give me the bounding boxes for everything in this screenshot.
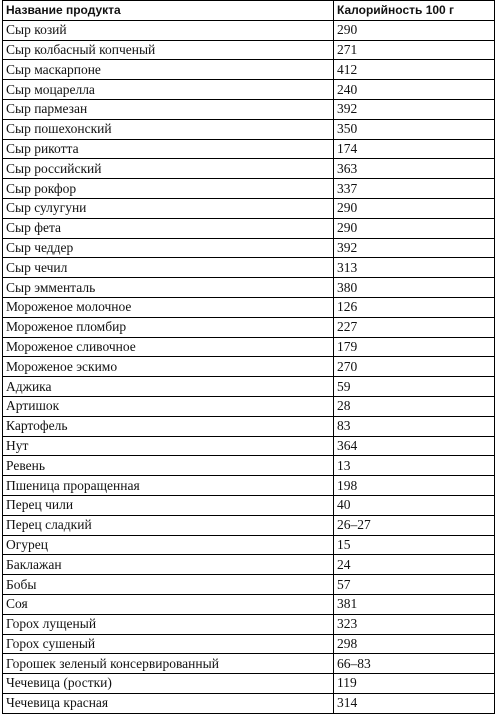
table-row: [3, 40, 495, 60]
calories-cell: 350: [334, 119, 495, 139]
table-row: [3, 278, 495, 298]
calories-cell: 381: [334, 594, 495, 614]
column-header-product-name: Название продукта: [3, 1, 334, 21]
calories-cell: 174: [334, 139, 495, 159]
table-row: [3, 179, 495, 199]
calories-cell: 298: [334, 634, 495, 654]
table-row: [3, 20, 495, 40]
table-row: [3, 159, 495, 179]
product-name-cell: Аджика: [3, 377, 334, 397]
table-row: [3, 436, 495, 456]
table-row: [3, 80, 495, 100]
calories-cell: 290: [334, 218, 495, 238]
table-row: [3, 317, 495, 337]
calories-cell: 270: [334, 357, 495, 377]
calories-cell: 290: [334, 20, 495, 40]
table-row: [3, 119, 495, 139]
table-row: [3, 238, 495, 258]
calories-cell: 179: [334, 337, 495, 357]
product-name-cell: Бобы: [3, 575, 334, 595]
table-header-row: [3, 1, 495, 21]
calories-cell: 227: [334, 317, 495, 337]
calories-cell: 313: [334, 258, 495, 278]
product-name-cell: Сыр российский: [3, 159, 334, 179]
table-body: [3, 20, 495, 713]
calories-cell: 24: [334, 555, 495, 575]
table-row: [3, 555, 495, 575]
table-row: [3, 594, 495, 614]
table-row: [3, 614, 495, 634]
product-name-cell: Мороженое эскимо: [3, 357, 334, 377]
product-name-cell: Сыр моцарелла: [3, 80, 334, 100]
product-name-cell: Пшеница проращенная: [3, 476, 334, 496]
table-row: [3, 476, 495, 496]
product-name-cell: Сыр чеддер: [3, 238, 334, 258]
calories-cell: 198: [334, 476, 495, 496]
calories-cell: 57: [334, 575, 495, 595]
product-name-cell: Артишок: [3, 396, 334, 416]
table-row: [3, 674, 495, 694]
calories-cell: 364: [334, 436, 495, 456]
product-name-cell: Перец чили: [3, 495, 334, 515]
calories-cell: 83: [334, 416, 495, 436]
calories-cell: 59: [334, 377, 495, 397]
product-name-cell: Нут: [3, 436, 334, 456]
product-name-cell: Баклажан: [3, 555, 334, 575]
table-row: [3, 456, 495, 476]
product-name-cell: Сыр сулугуни: [3, 198, 334, 218]
product-name-cell: Сыр пошехонский: [3, 119, 334, 139]
table-row: [3, 297, 495, 317]
product-name-cell: Сыр маскарпоне: [3, 60, 334, 80]
calories-cell: 323: [334, 614, 495, 634]
calories-cell: 392: [334, 99, 495, 119]
product-name-cell: Горох лущеный: [3, 614, 334, 634]
table-row: [3, 258, 495, 278]
product-name-cell: Ревень: [3, 456, 334, 476]
table-row: [3, 198, 495, 218]
calories-cell: 363: [334, 159, 495, 179]
table-row: [3, 60, 495, 80]
product-name-cell: Мороженое пломбир: [3, 317, 334, 337]
table-row: [3, 337, 495, 357]
product-name-cell: Сыр эмменталь: [3, 278, 334, 298]
table-row: [3, 634, 495, 654]
table-row: [3, 495, 495, 515]
product-name-cell: Сыр рикотта: [3, 139, 334, 159]
calories-cell: 290: [334, 198, 495, 218]
product-name-cell: Чечевица красная: [3, 693, 334, 713]
calories-cell: 13: [334, 456, 495, 476]
product-name-cell: Соя: [3, 594, 334, 614]
calories-cell: 337: [334, 179, 495, 199]
product-name-cell: Сыр рокфор: [3, 179, 334, 199]
calories-cell: 40: [334, 495, 495, 515]
product-name-cell: Сыр колбасный копченый: [3, 40, 334, 60]
calories-cell: 66–83: [334, 654, 495, 674]
calorie-table: [2, 0, 495, 714]
product-name-cell: Горошек зеленый консервированный: [3, 654, 334, 674]
calories-cell: 314: [334, 693, 495, 713]
table-row: [3, 693, 495, 713]
table-row: [3, 218, 495, 238]
product-name-cell: Мороженое молочное: [3, 297, 334, 317]
calories-cell: 271: [334, 40, 495, 60]
product-name-cell: Сыр фета: [3, 218, 334, 238]
table-row: [3, 515, 495, 535]
product-name-cell: Сыр пармезан: [3, 99, 334, 119]
product-name-cell: Мороженое сливочное: [3, 337, 334, 357]
table-row: [3, 396, 495, 416]
calories-cell: 126: [334, 297, 495, 317]
calories-cell: 119: [334, 674, 495, 694]
calories-cell: 412: [334, 60, 495, 80]
table-row: [3, 416, 495, 436]
table-row: [3, 575, 495, 595]
product-name-cell: Горох сушеный: [3, 634, 334, 654]
table-row: [3, 535, 495, 555]
product-name-cell: Сыр чечил: [3, 258, 334, 278]
product-name-cell: Сыр козий: [3, 20, 334, 40]
calories-cell: 392: [334, 238, 495, 258]
table-row: [3, 654, 495, 674]
calories-cell: 15: [334, 535, 495, 555]
product-name-cell: Огурец: [3, 535, 334, 555]
product-name-cell: Чечевица (ростки): [3, 674, 334, 694]
calories-cell: 28: [334, 396, 495, 416]
calories-cell: 26–27: [334, 515, 495, 535]
table-row: [3, 99, 495, 119]
product-name-cell: Перец сладкий: [3, 515, 334, 535]
product-name-cell: Картофель: [3, 416, 334, 436]
calories-cell: 380: [334, 278, 495, 298]
calories-cell: 240: [334, 80, 495, 100]
table-row: [3, 357, 495, 377]
table-row: [3, 377, 495, 397]
column-header-calories: Калорийность 100 г: [334, 1, 495, 21]
table-row: [3, 139, 495, 159]
